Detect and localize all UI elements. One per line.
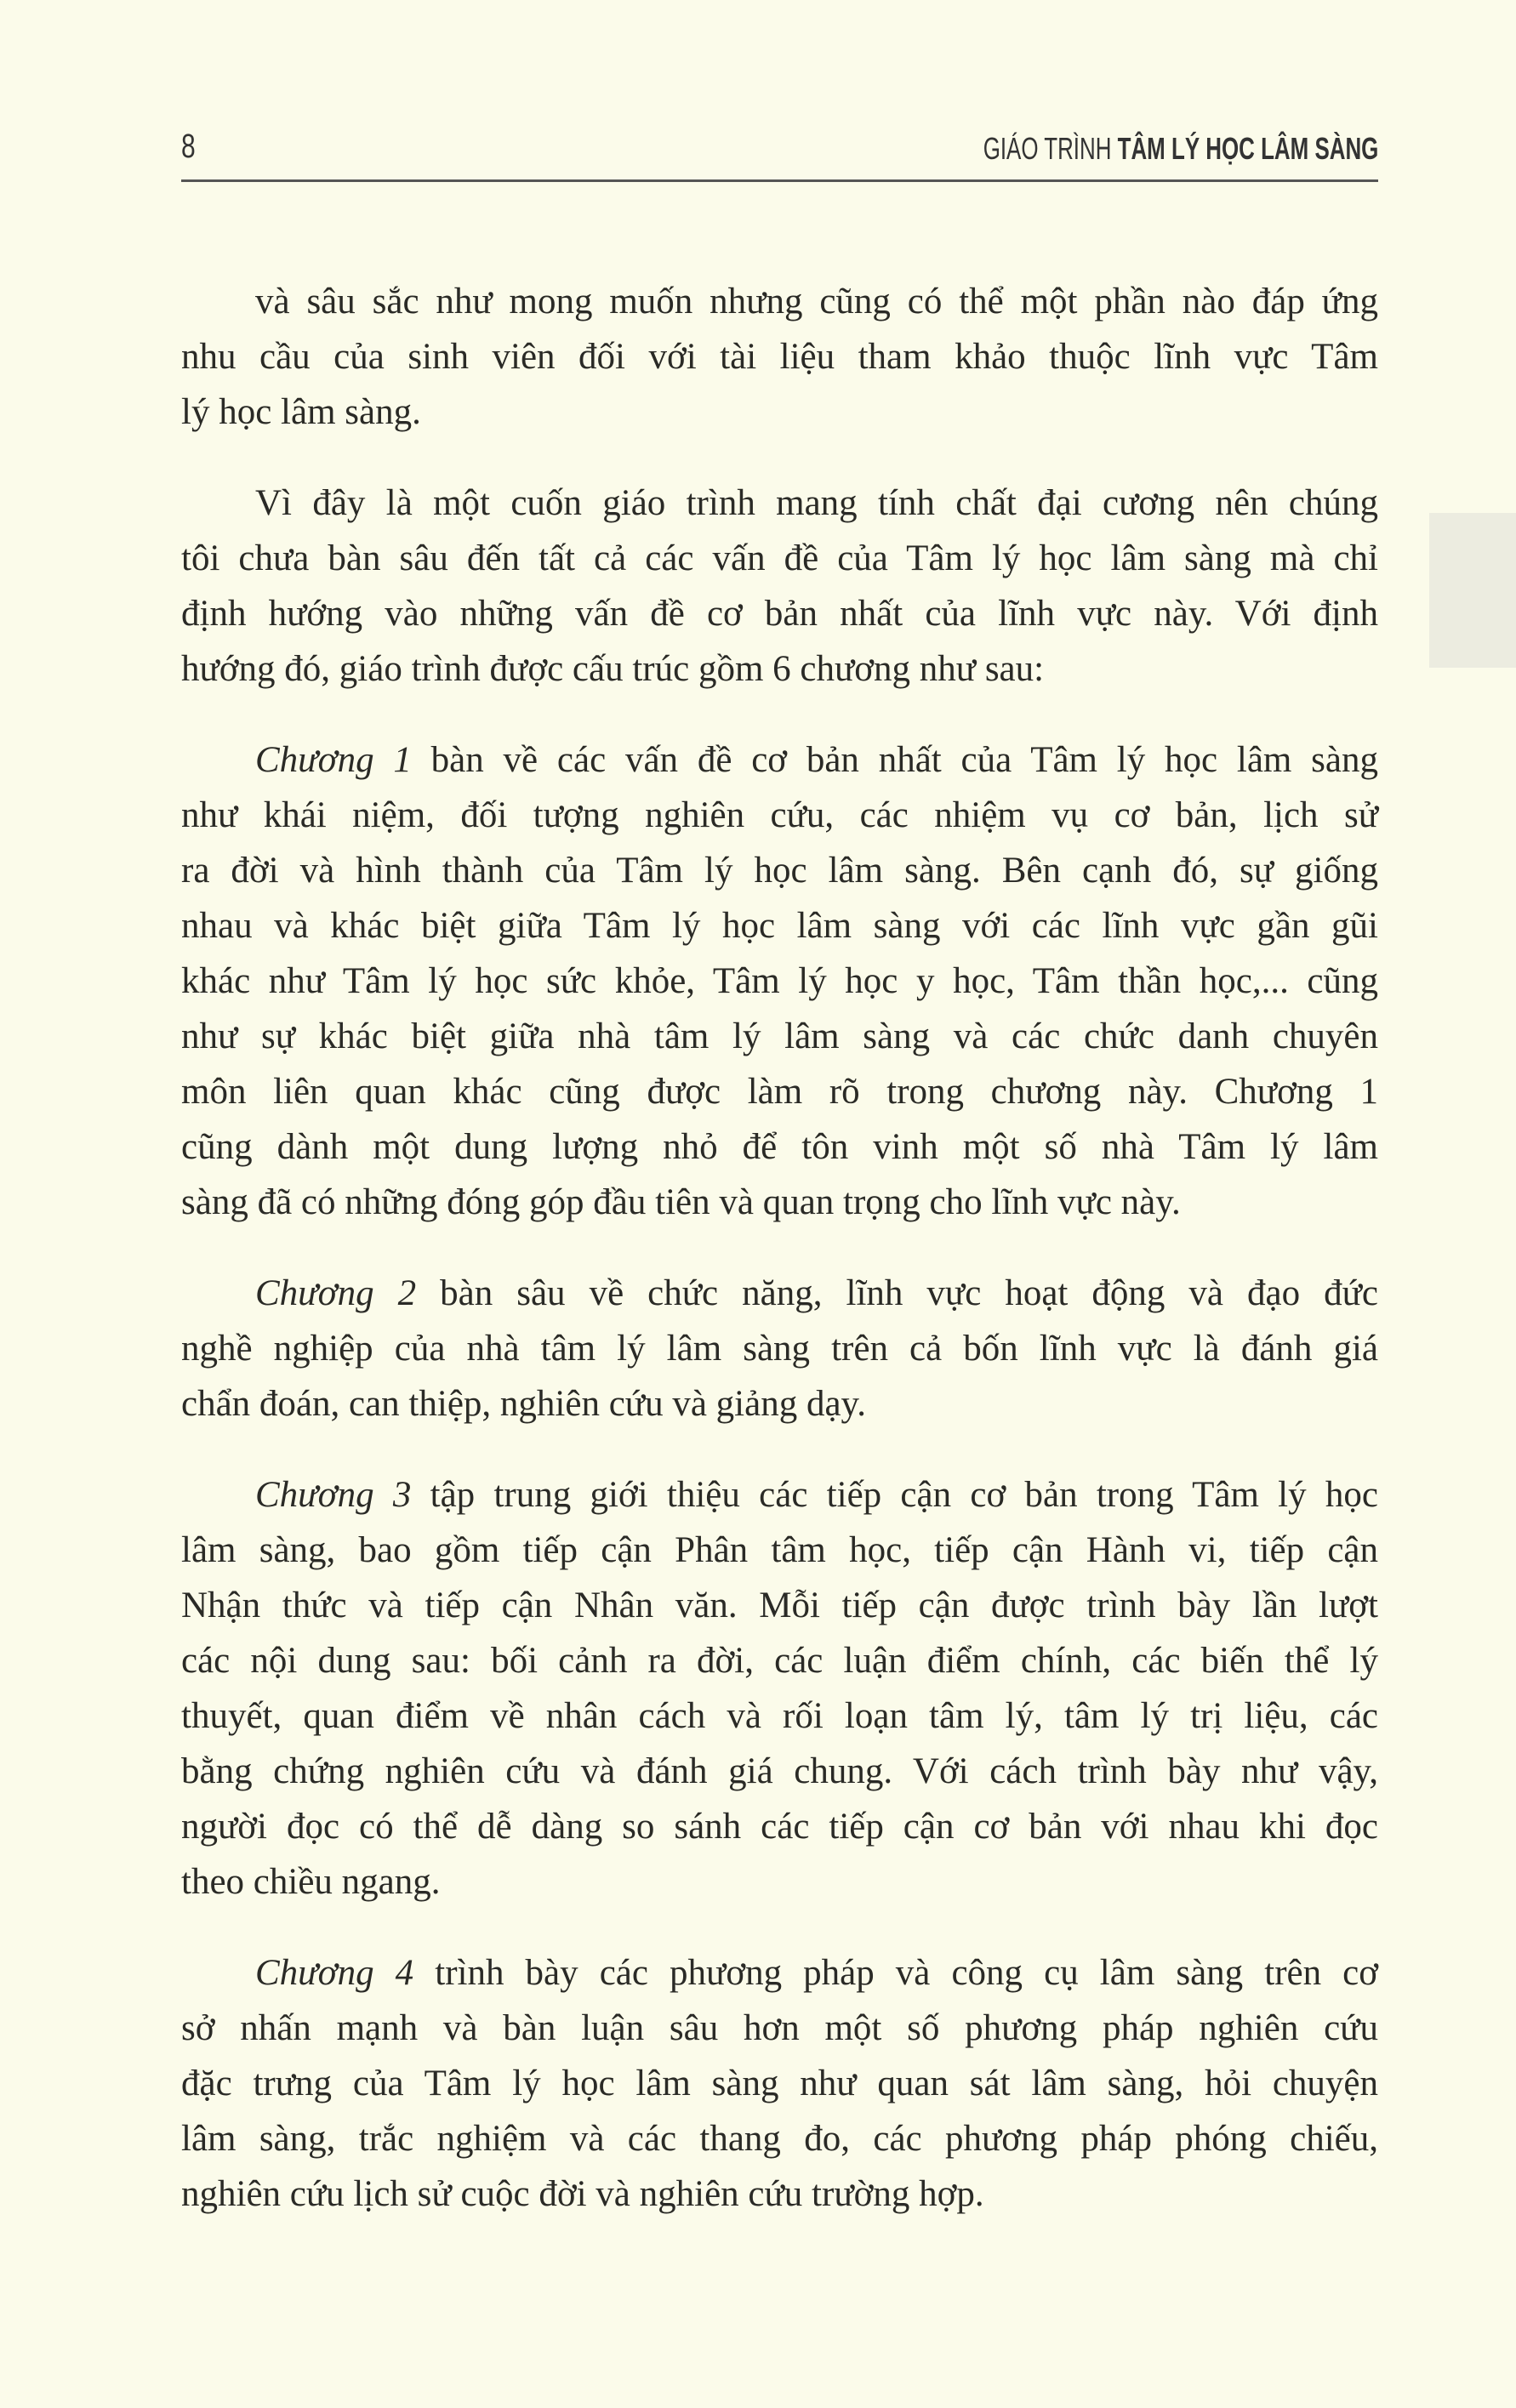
book-title — [983, 131, 1378, 167]
text-line — [181, 1321, 1378, 1376]
line-text: sở nhấn mạnh và bàn luận sâu hơn một số phương pháp nghiên cứu — [181, 2008, 1378, 2048]
line-text: đặc trưng của Tâm lý học lâm sàng như quan sát lâm sàng, hỏi chuyện — [181, 2064, 1378, 2103]
line-text: các nội dung sau: bối cảnh ra đời, các luận điểm chính, các biến thể lý — [181, 1641, 1378, 1681]
text-line — [181, 1266, 1378, 1321]
line-text: bàn sâu về chức năng, lĩnh vực hoạt động và đạo đức — [416, 1273, 1378, 1313]
text-line — [181, 1578, 1378, 1633]
text-line — [181, 329, 1378, 384]
line-text: ra đời và hình thành của Tâm lý học lâm sàng. Bên cạnh đó, sự giống — [181, 851, 1378, 891]
text-line — [181, 384, 1378, 440]
text-line — [181, 1688, 1378, 1744]
line-text: lâm sàng, bao gồm tiếp cận Phân tâm học, tiếp cận Hành vi, tiếp cận — [181, 1530, 1378, 1570]
text-line — [181, 2111, 1378, 2166]
text-line — [181, 1467, 1378, 1523]
line-text: lý học lâm sàng. — [181, 392, 421, 432]
line-text: nhu cầu của sinh viên đối với tài liệu tham khảo thuộc lĩnh vực Tâm — [181, 337, 1378, 377]
text-line — [181, 1523, 1378, 1578]
paragraph — [181, 732, 1378, 1230]
book-title-regular: GIÁO TRÌNH — [983, 131, 1118, 166]
body-text — [181, 274, 1378, 2257]
chapter-reference: Chương 4 — [255, 1953, 414, 1993]
text-line — [181, 531, 1378, 586]
line-text: theo chiều ngang. — [181, 1862, 441, 1902]
text-line — [181, 1064, 1378, 1119]
text-line — [181, 1009, 1378, 1064]
text-line — [181, 732, 1378, 788]
line-text: cũng dành một dung lượng nhỏ để tôn vinh một số nhà Tâm lý lâm — [181, 1127, 1378, 1167]
header-rule — [181, 179, 1378, 182]
line-text: khác như Tâm lý học sức khỏe, Tâm lý học y học, Tâm thần học,... cũng — [181, 961, 1378, 1001]
page-number: 8 — [181, 128, 196, 165]
line-text: môn liên quan khác cũng được làm rõ trong chương này. Chương 1 — [181, 1072, 1378, 1112]
line-text: chẩn đoán, can thiệp, nghiên cứu và giảng dạy. — [181, 1384, 866, 1424]
book-title-bold: TÂM LÝ HỌC LÂM SÀNG — [1117, 131, 1378, 166]
text-line — [181, 954, 1378, 1009]
text-line — [181, 843, 1378, 898]
text-line — [181, 1376, 1378, 1432]
text-line — [181, 2001, 1378, 2056]
paragraph — [181, 274, 1378, 440]
line-text: và sâu sắc như mong muốn nhưng cũng có thể một phần nào đáp ứng — [255, 282, 1378, 322]
line-text: nghề nghiệp của nhà tâm lý lâm sàng trên cả bốn lĩnh vực là đánh giá — [181, 1329, 1378, 1369]
text-line — [181, 788, 1378, 843]
line-text: tôi chưa bàn sâu đến tất cả các vấn đề của Tâm lý học lâm sàng mà chỉ — [181, 538, 1378, 578]
text-line — [181, 586, 1378, 641]
line-text: nhau và khác biệt giữa Tâm lý học lâm sàng với các lĩnh vực gần gũi — [181, 906, 1378, 946]
page-edge-tab — [1429, 513, 1516, 668]
text-line — [181, 475, 1378, 531]
line-text: thuyết, quan điểm về nhân cách và rối loạn tâm lý, tâm lý trị liệu, các — [181, 1696, 1378, 1736]
line-text: bằng chứng nghiên cứu và đánh giá chung. Với cách trình bày như vậy, — [181, 1751, 1378, 1791]
text-line — [181, 898, 1378, 954]
paragraph — [181, 475, 1378, 697]
line-text: sàng đã có những đóng góp đầu tiên và quan trọng cho lĩnh vực này. — [181, 1182, 1181, 1222]
text-line — [181, 1945, 1378, 2001]
line-text: Vì đây là một cuốn giáo trình mang tính chất đại cương nên chúng — [255, 483, 1378, 523]
line-text: nghiên cứu lịch sử cuộc đời và nghiên cứu trường hợp. — [181, 2174, 984, 2214]
line-text: như khái niệm, đối tượng nghiên cứu, các nhiệm vụ cơ bản, lịch sử — [181, 795, 1378, 835]
paragraph — [181, 1945, 1378, 2222]
chapter-reference: Chương 1 — [255, 740, 412, 780]
text-line — [181, 1119, 1378, 1175]
text-line — [181, 2056, 1378, 2111]
running-header — [181, 128, 1378, 175]
line-text: hướng đó, giáo trình được cấu trúc gồm 6 chương như sau: — [181, 649, 1045, 689]
text-line — [181, 2166, 1378, 2222]
chapter-reference: Chương 2 — [255, 1273, 417, 1313]
chapter-reference: Chương 3 — [255, 1475, 412, 1515]
line-text: Nhận thức và tiếp cận Nhân văn. Mỗi tiếp cận được trình bày lần lượt — [181, 1585, 1378, 1625]
line-text: trình bày các phương pháp và công cụ lâm sàng trên cơ — [413, 1953, 1378, 1993]
text-line — [181, 274, 1378, 329]
line-text: lâm sàng, trắc nghiệm và các thang đo, các phương pháp phóng chiếu, — [181, 2119, 1378, 2159]
line-text: như sự khác biệt giữa nhà tâm lý lâm sàng và các chức danh chuyên — [181, 1016, 1378, 1056]
text-line — [181, 1744, 1378, 1799]
text-line — [181, 1175, 1378, 1230]
line-text: định hướng vào những vấn đề cơ bản nhất của lĩnh vực này. Với định — [181, 594, 1378, 634]
text-line — [181, 1799, 1378, 1854]
line-text: tập trung giới thiệu các tiếp cận cơ bản trong Tâm lý học — [411, 1475, 1378, 1515]
line-text: bàn về các vấn đề cơ bản nhất của Tâm lý học lâm sàng — [411, 740, 1378, 780]
line-text: người đọc có thể dễ dàng so sánh các tiếp cận cơ bản với nhau khi đọc — [181, 1807, 1378, 1847]
paragraph — [181, 1467, 1378, 1910]
paragraph — [181, 1266, 1378, 1432]
text-line — [181, 1854, 1378, 1910]
text-line — [181, 1633, 1378, 1688]
text-line — [181, 641, 1378, 697]
